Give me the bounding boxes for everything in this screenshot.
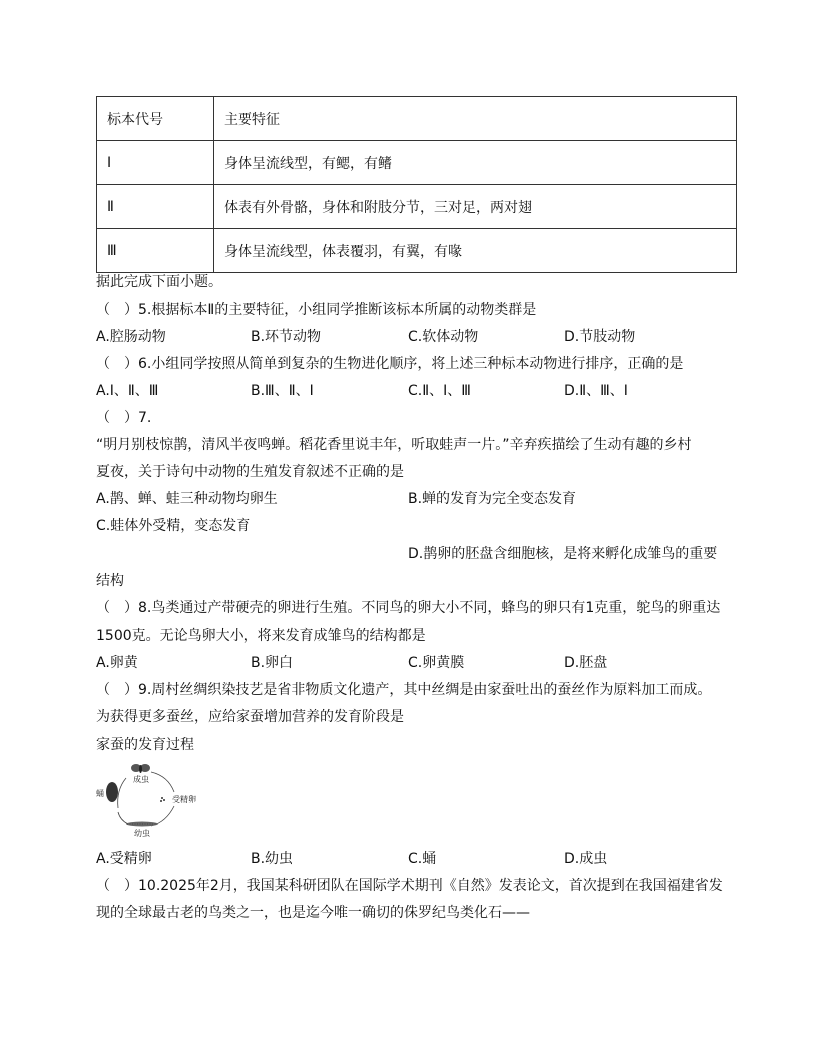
specimen-code: Ⅱ [97,185,214,229]
moth-icon [131,764,150,773]
option-d-continuation: 结构 [96,573,124,589]
table-header-feature: 主要特征 [214,97,737,141]
option-a[interactable]: A.受精卵 [96,851,152,867]
table-header-row [97,97,737,141]
label-larva: 幼虫 [134,829,150,838]
question-8-options [96,654,736,672]
option-b[interactable]: B.幼虫 [251,851,294,867]
larva-icon [126,822,158,827]
option-b[interactable]: B.蝉的发育为完全变态发育 [408,491,577,507]
specimen-table [96,96,737,273]
question-9-options [96,850,736,868]
silkworm-lifecycle-diagram [96,760,211,840]
question-10-stem-line2: 现的全球最古老的鸟类之一，也是迄今唯一确切的侏罗纪鸟类化石—— [96,905,530,921]
option-a[interactable]: A.卵黄 [96,655,138,671]
question-7-poem-line2: 夏夜，关于诗句中动物的生殖发育叙述不正确的是 [96,464,404,480]
option-c[interactable]: C.蛹 [408,851,437,867]
question-7-options-ab [96,490,736,508]
intro-text: 据此完成下面小题。 [96,274,222,290]
question-8-stem-line1: （ ）8.鸟类通过产带硬壳的卵进行生殖。不同鸟的卵大小不同，蜂鸟的卵只有1克重，鸵鸟的卵重达 [96,600,721,616]
eggs-icon [160,797,165,802]
option-d[interactable]: D.Ⅱ、Ⅲ、Ⅰ [564,383,628,399]
option-d[interactable]: D.节肢动物 [564,329,636,345]
option-c[interactable]: C.软体动物 [408,329,479,345]
option-b[interactable]: B.环节动物 [251,329,322,345]
figure-title: 家蚕的发育过程 [96,737,194,753]
option-c[interactable]: C.蛙体外受精，变态发育 [96,518,251,534]
question-8-stem-line2: 1500克。无论鸟卵大小，将来发育成雏鸟的结构都是 [96,628,426,644]
label-pupa: 蛹 [96,789,104,798]
specimen-code: Ⅰ [97,141,214,185]
option-c[interactable]: C.Ⅱ、Ⅰ、Ⅲ [408,383,471,399]
label-egg: 受精卵 [172,795,196,804]
option-a[interactable]: A.鹊、蝉、蛙三种动物均卵生 [96,491,278,507]
question-6-stem: （ ）6.小组同学按照从简单到复杂的生物进化顺序，将上述三种标本动物进行排序，正确的是 [96,356,684,372]
cycle-arrow [151,772,174,792]
option-d[interactable]: D.成虫 [564,851,608,867]
option-a[interactable]: A.Ⅰ、Ⅱ、Ⅲ [96,383,159,399]
option-d[interactable]: D.鹊卵的胚盘含细胞核，是将来孵化成雏鸟的重要 [408,546,718,562]
question-5-stem: （ ）5.根据标本Ⅱ的主要特征，小组同学推断该标本所属的动物类群是 [96,302,537,318]
cycle-arrow [118,778,126,808]
table-header-code: 标本代号 [97,97,214,141]
question-6-options [96,382,736,400]
option-a[interactable]: A.腔肠动物 [96,329,166,345]
option-b[interactable]: B.Ⅲ、Ⅱ、Ⅰ [251,383,314,399]
specimen-feature: 身体呈流线型，有鳃，有鳍 [214,141,737,185]
option-c[interactable]: C.卵黄膜 [408,655,465,671]
table-row [97,141,737,185]
question-7-poem-line1: “明月别枝惊鹊，清风半夜鸣蝉。稻花香里说丰年，听取蛙声一片。”辛弃疾描绘了生动有趣的乡村 [96,437,692,453]
table-row [97,229,737,273]
option-b[interactable]: B.卵白 [251,655,294,671]
question-5-options [96,328,736,346]
question-9-stem-line1: （ ）9.周村丝绸织染技艺是省非物质文化遗产，其中丝绸是由家蚕吐出的蚕丝作为原料加工而成。 [96,682,712,698]
label-adult: 成虫 [133,775,149,784]
question-10-stem-line1: （ ）10.2025年2月，我国某科研团队在国际学术期刊《自然》发表论文，首次提到在我国福建省发 [96,878,723,894]
question-9-stem-line2: 为获得更多蚕丝，应给家蚕增加营养的发育阶段是 [96,709,404,725]
specimen-feature: 体表有外骨骼，身体和附肢分节，三对足，两对翅 [214,185,737,229]
table-row [97,185,737,229]
cocoon-icon [106,782,118,802]
cycle-arrow [118,812,128,824]
option-d[interactable]: D.胚盘 [564,655,608,671]
specimen-feature: 身体呈流线型，体表覆羽，有翼，有喙 [214,229,737,273]
question-7-stem: （ ）7. [96,410,152,426]
specimen-code: Ⅲ [97,229,214,273]
